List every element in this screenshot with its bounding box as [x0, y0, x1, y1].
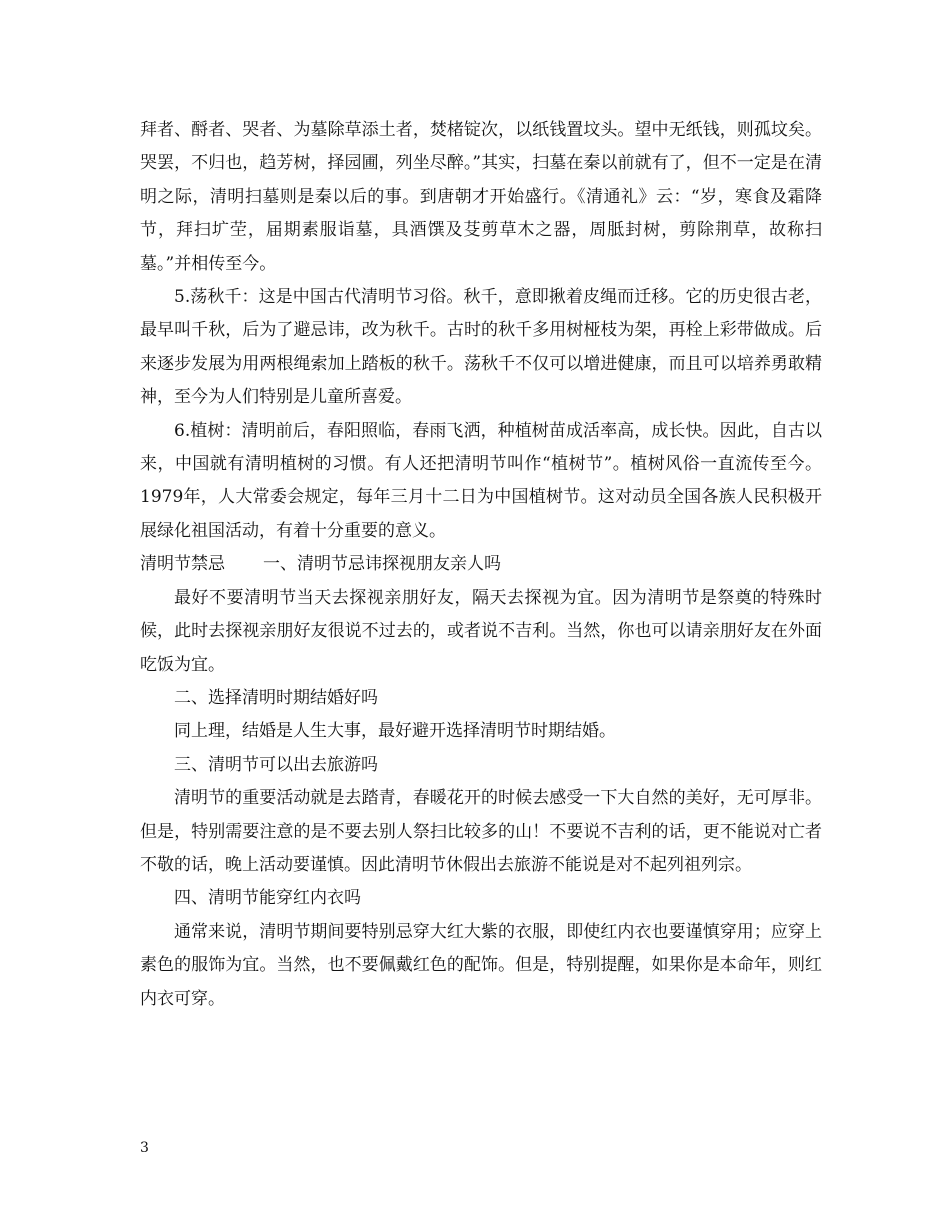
answer-paragraph-1: 最好不要清明节当天去探视亲朋好友，隔天去探视为宜。因为清明节是祭奠的特殊时候，此时去探视亲朋好友很说不过去的，或者说不吉利。当然，你也可以请亲朋好友在外面吃饭为宜。	[140, 587, 822, 675]
question-heading-1: 一、清明节忌讳探视朋友亲人吗	[263, 554, 501, 575]
answer-paragraph-2: 同上理，结婚是人生大事，最好避开选择清明节时期结婚。	[174, 721, 616, 742]
question-heading-2: 二、选择清明时期结婚好吗	[174, 687, 378, 708]
page-number: 3	[140, 1140, 149, 1156]
question-heading-3: 三、清明节可以出去旅游吗	[174, 754, 378, 775]
question-heading-4: 四、清明节能穿红内衣吗	[174, 888, 361, 909]
document-body	[140, 114, 822, 1016]
section-title: 清明节禁忌	[140, 554, 225, 575]
paragraph-tree-planting: 6.植树：清明前后，春阳照临，春雨飞洒，种植树苗成活率高，成长快。因此，自古以来，中国就有清明植树的习惯。有人还把清明节叫作“植树节”。植树风俗一直流传至今。1979年，人大常委会规定，每年三月十二日为中国植树节。这对动员全国各族人民积极开展绿化祖国活动，有着十分重要的意义。	[140, 420, 822, 541]
answer-paragraph-3: 清明节的重要活动就是去踏青，春暖花开的时候去感受一下大自然的美好，无可厚非。但是，特别需要注意的是不要去别人祭扫比较多的山！不要说不吉利的话，更不能说对亡者不敬的话，晚上活动要谨慎。因此清明节休假出去旅游不能说是对不起列祖列宗。	[140, 788, 822, 875]
answer-paragraph-4: 通常来说，清明节期间要特别忌穿大红大紫的衣服，即使红内衣也要谨慎穿用；应穿上素色的服饰为宜。当然，也不要佩戴红色的配饰。但是，特别提醒，如果你是本命年，则红内衣可穿。	[140, 921, 822, 1009]
paragraph-tomb-sweeping: 拜者、酹者、哭者、为墓除草添土者，焚楮锭次，以纸钱置坟头。望中无纸钱，则孤坟矣。哭罢，不归也，趋芳树，择园圃，列坐尽醉。”其实，扫墓在秦以前就有了，但不一定是在清明之际，清明扫墓则是秦以后的事。到唐朝才开始盛行。《清通礼》云：“岁，寒食及霜降节，拜扫圹茔，届期素服诣墓，具酒馔及芟剪草木之器，周胝封树，剪除荆草，故称扫墓。”并相传至今。	[140, 120, 822, 274]
taboo-heading-line	[140, 548, 822, 581]
paragraph-swing: 5.荡秋千：这是中国古代清明节习俗。秋千，意即揪着皮绳而迁移。它的历史很古老，最早叫千秋，后为了避忌讳，改为秋千。古时的秋千多用树桠枝为架，再栓上彩带做成。后来逐步发展为用两根绳索加上踏板的秋千。荡秋千不仅可以增进健康，而且可以培养勇敢精神，至今为人们特别是儿童所喜爱。	[140, 287, 822, 408]
